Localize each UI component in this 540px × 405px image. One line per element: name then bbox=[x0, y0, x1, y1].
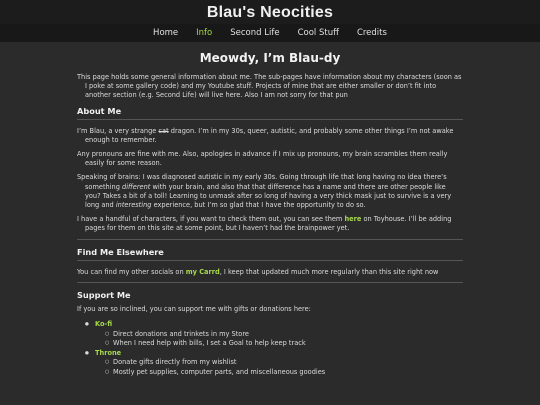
list-item bbox=[85, 320, 463, 349]
nav-cool-stuff-link[interactable]: Cool Stuff bbox=[297, 28, 339, 38]
kofi-link[interactable]: Ko-fi bbox=[95, 320, 113, 329]
about-paragraph-4: I have a handful of characters, if you want to check them out, you can see them here on Toyhouse. I’ll be adding pages for them on this site at some point, but I haven’t had the brainpower yet. bbox=[77, 215, 452, 233]
nav-home-link[interactable]: Home bbox=[153, 28, 179, 38]
list-item: ○ Mostly pet supplies, computer parts, and miscellaneous goodies bbox=[105, 368, 463, 378]
divider bbox=[77, 239, 463, 240]
toyhouse-link[interactable]: here bbox=[344, 215, 362, 224]
about-paragraph-3: Speaking of brains: I was diagnosed autistic in my early 30s. Going through life that long having no idea there’s something different with your brain, and also that that difference has a name and there are other people like you? Takes a bit of a toll! Learning to unmask after so long of having a very thick mask just to survive is a very long and interesting experience, but I’m so glad that I have the opportunity to do so. bbox=[77, 173, 452, 210]
nav-bar bbox=[0, 24, 540, 42]
support-heading: Support Me bbox=[77, 289, 131, 300]
throne-link[interactable]: Throne bbox=[95, 348, 122, 357]
find-heading: Find Me Elsewhere bbox=[77, 247, 463, 261]
site-title: Blau's Neocities bbox=[206, 4, 334, 21]
about-paragraph-2: Any pronouns are fine with me. Also, apologies in advance if I mix up pronouns, my brain scrambles them really easily for some reason. bbox=[77, 150, 448, 168]
find-paragraph: You can find my other socials on my Carrd, I keep that updated much more regularly than this site right now bbox=[77, 267, 439, 276]
list-item: ○ Donate gifts directly from my wishlist bbox=[105, 358, 463, 368]
support-list bbox=[85, 320, 463, 378]
carrd-link[interactable]: my Carrd bbox=[185, 267, 220, 276]
page-title: Meowdy, I’m Blau-dy bbox=[199, 51, 341, 65]
nav-credits-link[interactable]: Credits bbox=[356, 28, 387, 38]
list-item bbox=[85, 349, 463, 378]
nav-second-life-link[interactable]: Second Life bbox=[230, 28, 280, 38]
main-content bbox=[77, 42, 463, 378]
support-intro: If you are so inclined, you can support me with gifts or donations here: bbox=[77, 304, 311, 313]
intro-paragraph: This page holds some general information about me. The sub-pages have information about my characters (soon as I poke at some gallery code) and my Youtube stuff. Projects of mine that are either smaller or don’t fit into another section (e.g. Second Life) will live here. Also I am not sorry for that pun bbox=[77, 73, 462, 100]
list-item: ○ Direct donations and trinkets in my Store bbox=[105, 330, 463, 340]
about-heading: About Me bbox=[77, 106, 463, 120]
nav-info-link[interactable]: Info bbox=[196, 28, 213, 38]
list-item: ○ When I need help with bills, I set a Goal to help keep track bbox=[105, 339, 463, 349]
divider bbox=[77, 282, 463, 283]
about-paragraph-1: I’m Blau, a very strange cat dragon. I’m in my 30s, queer, autistic, and probably some other things I’m not awake enough to remember. bbox=[77, 126, 454, 144]
struck-word: cat bbox=[158, 126, 169, 135]
